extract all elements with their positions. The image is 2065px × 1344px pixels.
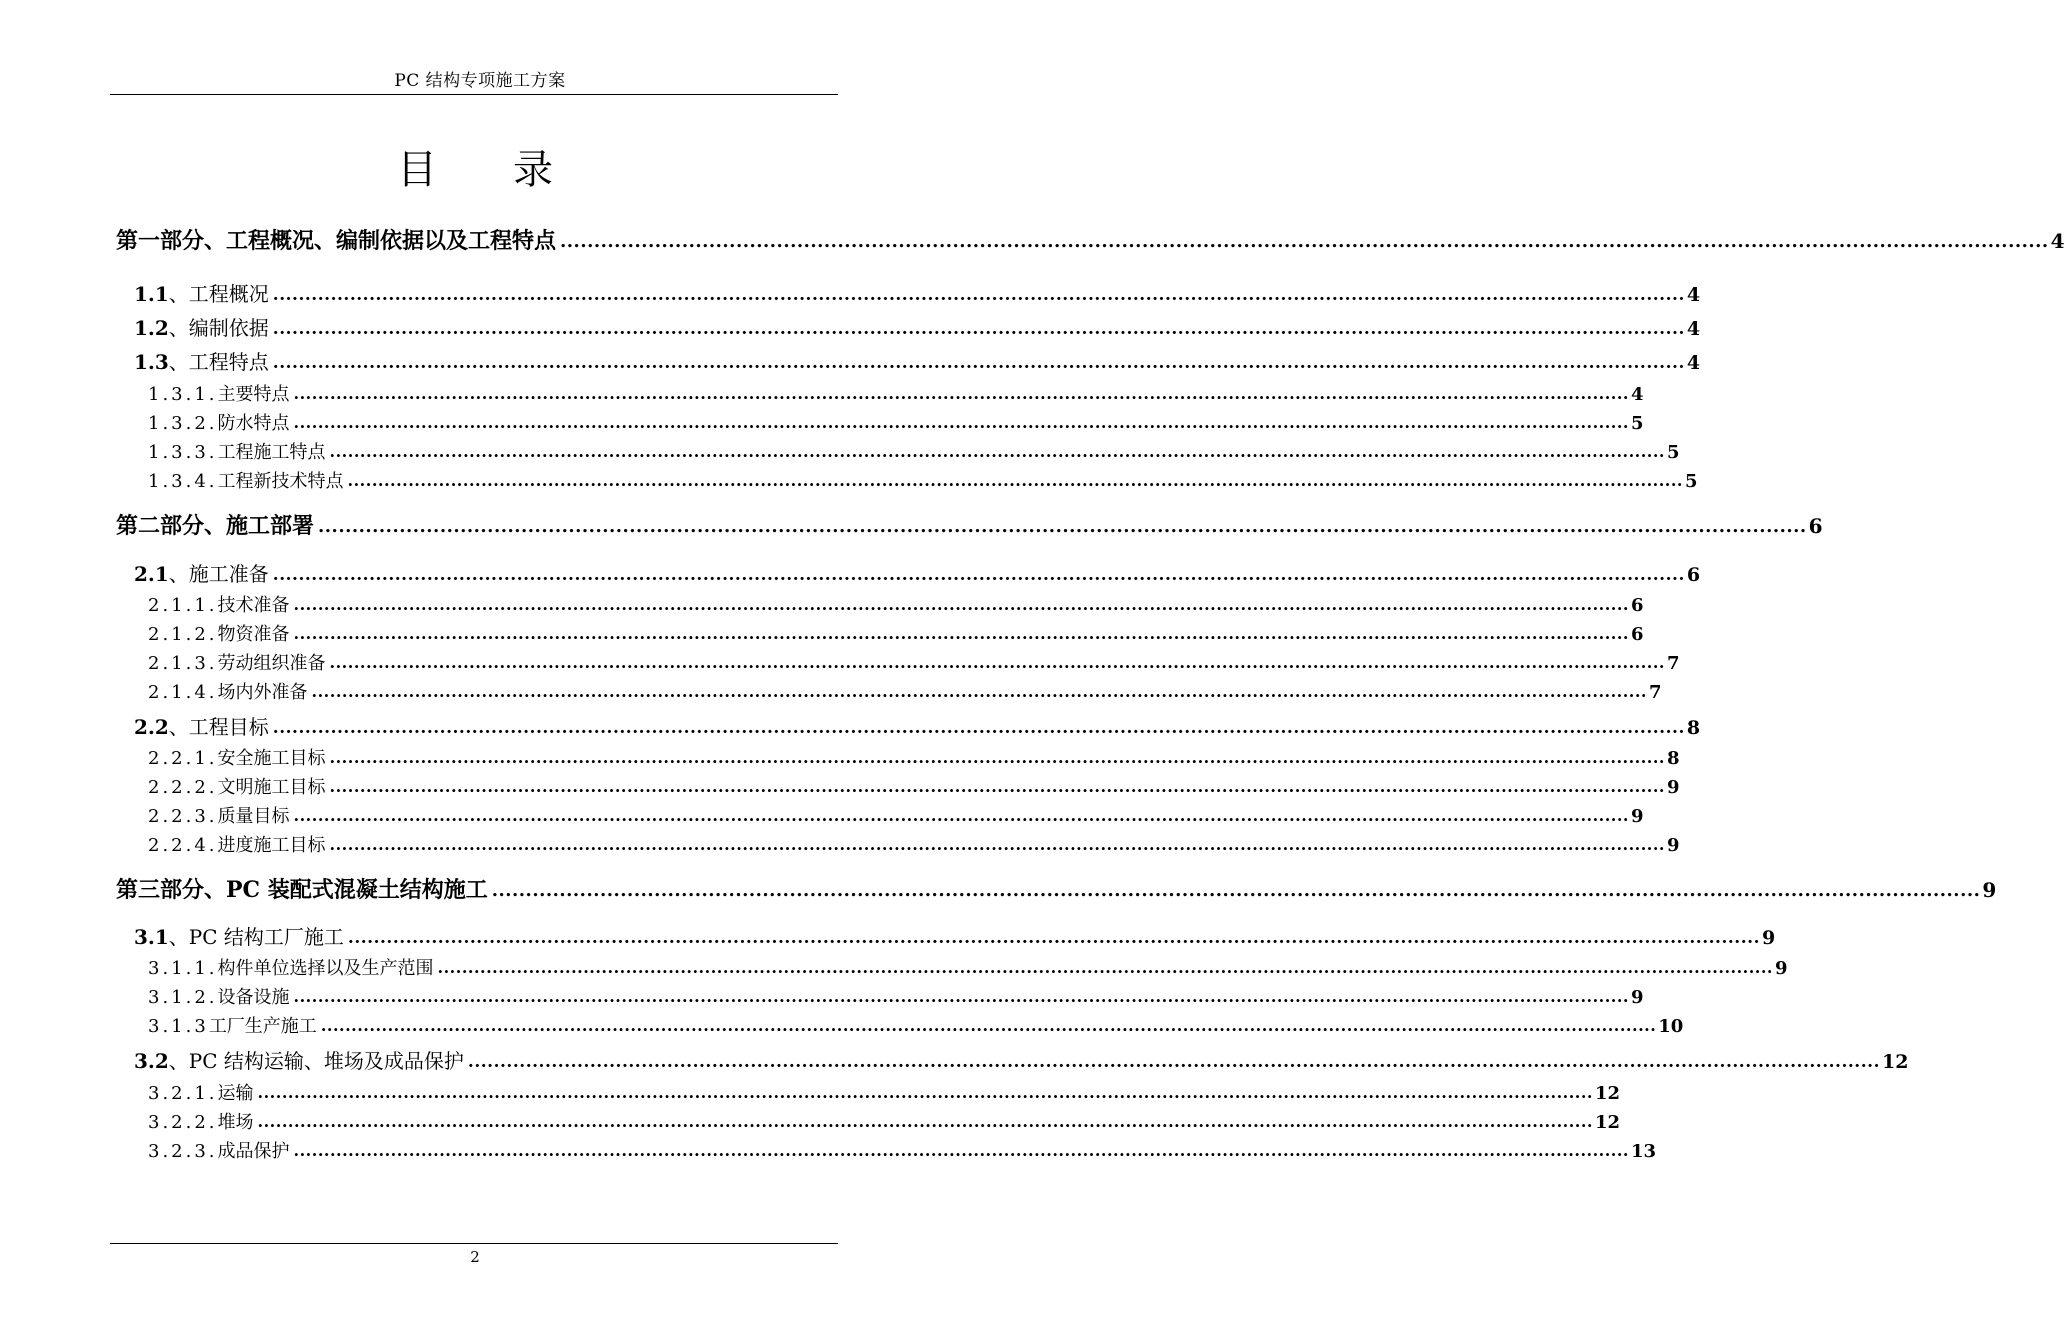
- toc-dot-leader: ............................................................................................................................................................................................................................: [560, 231, 2049, 252]
- toc-title-char-1: 目: [397, 147, 437, 193]
- toc-dot-leader: ............................................................................................................................................................................................................................: [329, 777, 1665, 796]
- toc-entry-text: 、PC 结构工厂施工: [168, 925, 344, 949]
- toc-entry-number: 2.2.3.: [148, 806, 218, 827]
- toc-entry-text: 运输: [217, 1083, 254, 1104]
- toc-entry-label: [148, 954, 434, 980]
- toc-dot-leader: ............................................................................................................................................................................................................................: [318, 516, 1807, 537]
- toc-entry-number: 2.1: [134, 562, 169, 586]
- toc-entry-text: 第二部分、施工部署: [116, 513, 315, 539]
- toc-entry-label: [134, 711, 269, 740]
- toc-entry-number: 2.2: [134, 715, 169, 739]
- toc-page-number: 9: [1667, 835, 1680, 856]
- toc-dot-leader: ............................................................................................................................................................................................................................: [293, 595, 1629, 614]
- running-header: PC 结构专项施工方案: [394, 71, 566, 91]
- toc-page-number: 13: [1631, 1141, 1657, 1162]
- toc-page-number: 10: [1658, 1016, 1684, 1037]
- toc-entry-text: 第三部分、PC 装配式混凝土结构施工: [116, 877, 488, 903]
- toc-dot-leader: ............................................................................................................................................................................................................................: [257, 1112, 1593, 1131]
- toc-entry-text: 主要特点: [217, 384, 290, 405]
- toc-entry-text: 安全施工目标: [217, 748, 326, 769]
- toc-dot-leader: ............................................................................................................................................................................................................................: [293, 413, 1629, 432]
- toc-entry[interactable]: [116, 409, 1644, 435]
- toc-page-number: 4: [1631, 384, 1644, 405]
- toc-dot-leader: ............................................................................................................................................................................................................................: [293, 987, 1629, 1006]
- toc-entry[interactable]: [116, 312, 1701, 341]
- toc-page-number: 9: [1631, 987, 1644, 1008]
- toc-dot-leader: ............................................................................................................................................................................................................................: [320, 1016, 1657, 1035]
- toc-entry[interactable]: [116, 1012, 1684, 1038]
- toc-entry-text: 、施工准备: [168, 562, 269, 586]
- toc-entry-label: [116, 873, 488, 904]
- toc-entry-label: [148, 773, 326, 799]
- toc-entry-text: 工程施工特点: [217, 442, 326, 463]
- header-rule: [110, 94, 838, 95]
- toc-entry-label: [134, 921, 344, 950]
- toc-entry-text: 劳动组织准备: [217, 653, 326, 674]
- toc-page-number: 9: [1775, 958, 1788, 979]
- toc-entry-text: 成品保护: [217, 1141, 290, 1162]
- toc-entry[interactable]: [116, 591, 1644, 617]
- toc-entry-number: 3.2: [134, 1049, 169, 1073]
- toc-entry[interactable]: [116, 773, 1680, 799]
- toc-page-number: 4: [2050, 229, 2065, 253]
- toc-entry-text: 设备设施: [217, 987, 290, 1008]
- toc-entry[interactable]: [116, 954, 1788, 980]
- toc-dot-leader: ............................................................................................................................................................................................................................: [272, 565, 1685, 585]
- toc-dot-leader: ............................................................................................................................................................................................................................: [293, 1141, 1629, 1160]
- toc-entry[interactable]: [116, 1045, 1909, 1074]
- toc-dot-leader: ............................................................................................................................................................................................................................: [272, 319, 1685, 339]
- toc-entry-number: 3.2.2.: [148, 1112, 218, 1133]
- toc-page-number: 6: [1808, 514, 1823, 538]
- toc-entry[interactable]: [116, 649, 1680, 675]
- toc-page-number: 9: [1761, 927, 1776, 949]
- toc-entry-label: [116, 509, 314, 540]
- toc-entry[interactable]: [116, 744, 1680, 770]
- toc-entry[interactable]: [116, 983, 1644, 1009]
- toc-entry[interactable]: [116, 678, 1662, 704]
- toc-page-number: 12: [1595, 1112, 1621, 1133]
- toc-entry-label: [148, 620, 290, 646]
- toc-dot-leader: ............................................................................................................................................................................................................................: [293, 384, 1629, 403]
- toc-entry-text: 、工程特点: [168, 350, 269, 374]
- toc-entry-label: [148, 380, 290, 406]
- toc-entry-number: 2.2.4.: [148, 835, 218, 856]
- toc-page-number: 6: [1631, 595, 1644, 616]
- toc-page-number: 5: [1667, 442, 1680, 463]
- toc-title-char-2: 录: [513, 147, 553, 193]
- toc-page-number: 8: [1667, 748, 1680, 769]
- footer-rule: [110, 1243, 838, 1244]
- toc-entry-text: 技术准备: [217, 595, 290, 616]
- toc-entry-number: 2.1.2.: [148, 624, 218, 645]
- toc-entry-number: 2.1.4.: [148, 682, 218, 703]
- toc-entry-label: [148, 438, 326, 464]
- toc-entry-text: 、工程概况: [168, 282, 269, 306]
- toc-entry-number: 1.3.3.: [148, 442, 218, 463]
- toc-entry-number: 2.2.2.: [148, 777, 218, 798]
- toc-entry[interactable]: [116, 380, 1644, 406]
- toc-dot-leader: ............................................................................................................................................................................................................................: [467, 1052, 1880, 1072]
- toc-page-number: 7: [1649, 682, 1662, 703]
- toc-entry[interactable]: [116, 509, 1823, 540]
- toc-entry-number: 3.1: [134, 925, 169, 949]
- toc-entry-text: 进度施工目标: [217, 835, 326, 856]
- toc-entry-label: [148, 744, 326, 770]
- toc-entry-text: 构件单位选择以及生产范围: [217, 958, 434, 979]
- toc-entry[interactable]: [116, 921, 1776, 950]
- toc-entry-number: 3.2.1.: [148, 1083, 218, 1104]
- toc-dot-leader: ............................................................................................................................................................................................................................: [272, 353, 1685, 373]
- toc-entry[interactable]: [116, 711, 1701, 740]
- toc-dot-leader: ............................................................................................................................................................................................................................: [329, 748, 1665, 767]
- toc-dot-leader: ............................................................................................................................................................................................................................: [311, 682, 1647, 701]
- toc-dot-leader: ............................................................................................................................................................................................................................: [293, 806, 1629, 825]
- toc-entry-number: 2.1.1.: [148, 595, 218, 616]
- toc-page-number: 7: [1667, 653, 1680, 674]
- toc-page-number: 8: [1686, 717, 1701, 739]
- toc-page-number: 4: [1686, 284, 1701, 306]
- toc-dot-leader: ............................................................................................................................................................................................................................: [437, 958, 1773, 977]
- toc-page-number: 12: [1595, 1083, 1621, 1104]
- toc-entry[interactable]: [116, 224, 2065, 255]
- toc-entry-text: 工厂生产施工: [208, 1016, 317, 1037]
- toc-dot-leader: ............................................................................................................................................................................................................................: [329, 653, 1665, 672]
- toc-dot-leader: ............................................................................................................................................................................................................................: [293, 624, 1629, 643]
- toc-dot-leader: ............................................................................................................................................................................................................................: [347, 928, 1760, 948]
- toc-dot-leader: ............................................................................................................................................................................................................................: [347, 471, 1683, 490]
- toc-page-number: 5: [1631, 413, 1644, 434]
- toc-entry-number: 1.3.2.: [148, 413, 218, 434]
- toc-entry-text: 堆场: [217, 1112, 254, 1133]
- toc-entry[interactable]: [116, 558, 1701, 587]
- toc-entry-text: 文明施工目标: [217, 777, 326, 798]
- toc-dot-leader: ............................................................................................................................................................................................................................: [491, 880, 1981, 901]
- toc-entry-number: 3.1.1.: [148, 958, 218, 979]
- toc-dot-leader: ............................................................................................................................................................................................................................: [257, 1083, 1593, 1102]
- toc-entry-number: 2.2.1.: [148, 748, 218, 769]
- toc-entry-number: 2.1.3.: [148, 653, 218, 674]
- toc-dot-leader: ............................................................................................................................................................................................................................: [329, 835, 1665, 854]
- toc-page-number: 6: [1686, 564, 1701, 586]
- toc-entry-text: 第一部分、工程概况、编制依据以及工程特点: [116, 228, 557, 254]
- toc-entry[interactable]: [116, 278, 1701, 307]
- toc-entry-label: [148, 983, 290, 1009]
- toc-entry-label: [148, 678, 308, 704]
- toc-entry-label: [116, 224, 556, 255]
- toc-entry-number: 1.3: [134, 350, 169, 374]
- toc-entry[interactable]: [116, 1137, 1657, 1163]
- toc-entry-text: 场内外准备: [217, 682, 308, 703]
- toc-dot-leader: ............................................................................................................................................................................................................................: [272, 285, 1685, 305]
- toc-entry[interactable]: [116, 438, 1680, 464]
- toc-page-number: 9: [1667, 777, 1680, 798]
- toc-entry-label: [148, 1137, 290, 1163]
- toc-entry[interactable]: [116, 873, 1997, 904]
- toc-entry-text: 质量目标: [217, 806, 290, 827]
- toc-entry-label: [148, 467, 344, 493]
- toc-entry-label: [148, 1079, 254, 1105]
- toc-title: [0, 138, 950, 195]
- toc-entry-number: 1.2: [134, 316, 169, 340]
- toc-entry-label: [134, 312, 269, 341]
- toc-entry-label: [148, 1108, 254, 1134]
- toc-page-number: 12: [1881, 1051, 1909, 1073]
- toc-entry-text: 、编制依据: [168, 316, 269, 340]
- toc-entry-text: 防水特点: [217, 413, 290, 434]
- toc-page-number: 5: [1685, 471, 1698, 492]
- toc-entry[interactable]: [116, 1108, 1621, 1134]
- toc-page-number: 4: [1686, 352, 1701, 374]
- toc-entry[interactable]: [116, 467, 1698, 493]
- toc-page-number: 4: [1686, 318, 1701, 340]
- toc-entry-number: 1.3.1.: [148, 384, 218, 405]
- toc-entry[interactable]: [116, 802, 1644, 828]
- toc-page-number: 9: [1631, 806, 1644, 827]
- toc-entry-text: 工程新技术特点: [217, 471, 344, 492]
- toc-entry-label: [134, 1045, 464, 1074]
- toc-entry-label: [134, 558, 269, 587]
- toc-entry-number: 1.1: [134, 282, 169, 306]
- toc-entry-label: [134, 346, 269, 375]
- toc-page-number: 9: [1982, 878, 1997, 902]
- toc-entry-number: 3.1.2.: [148, 987, 218, 1008]
- toc-entry[interactable]: [116, 1079, 1621, 1105]
- toc-entry[interactable]: [116, 620, 1644, 646]
- toc-page-number: 6: [1631, 624, 1644, 645]
- toc-entry-label: [148, 409, 290, 435]
- toc-entry-text: 、PC 结构运输、堆场及成品保护: [168, 1049, 464, 1073]
- toc-entry-label: [134, 278, 269, 307]
- toc-entry-text: 物资准备: [217, 624, 290, 645]
- page-number: 2: [470, 1248, 480, 1266]
- toc-dot-leader: ............................................................................................................................................................................................................................: [272, 718, 1685, 738]
- toc-entry-text: 、工程目标: [168, 715, 269, 739]
- toc-entry-number: 3.2.3.: [148, 1141, 218, 1162]
- toc-entry-label: [148, 802, 290, 828]
- toc-entry[interactable]: [116, 346, 1701, 375]
- toc-entry-number: 1.3.4.: [148, 471, 218, 492]
- toc-entry-label: [148, 831, 326, 857]
- toc-entry-number: 3.1.3: [148, 1016, 209, 1037]
- toc-entry-label: [148, 591, 290, 617]
- toc-entry[interactable]: [116, 831, 1680, 857]
- toc-entry-label: [148, 1012, 317, 1038]
- toc-dot-leader: ............................................................................................................................................................................................................................: [329, 442, 1665, 461]
- toc-entry-label: [148, 649, 326, 675]
